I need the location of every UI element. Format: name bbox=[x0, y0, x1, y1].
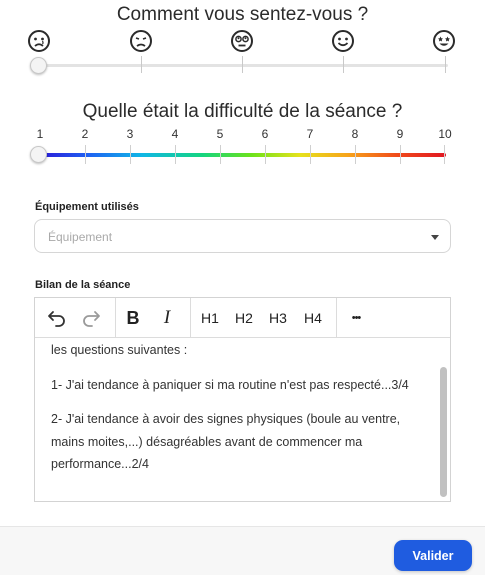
editor-toolbar bbox=[35, 298, 450, 338]
difficulty-tick bbox=[130, 145, 131, 164]
difficulty-scale-label: 1 bbox=[36, 127, 44, 141]
difficulty-tick bbox=[265, 145, 266, 164]
heading-4-button[interactable]: H4 bbox=[304, 310, 322, 326]
difficulty-scale-label: 3 bbox=[126, 127, 134, 141]
equipment-placeholder: Équipement bbox=[48, 230, 113, 244]
submit-button[interactable]: Valider bbox=[394, 540, 472, 571]
smiling-face-icon[interactable] bbox=[331, 29, 355, 53]
mood-tick bbox=[343, 56, 344, 73]
toolbar-divider bbox=[336, 298, 337, 338]
editor-scrollbar[interactable] bbox=[440, 341, 448, 499]
equipment-select[interactable] bbox=[34, 219, 451, 253]
italic-button[interactable]: I bbox=[163, 307, 171, 328]
undo-icon[interactable] bbox=[43, 303, 71, 333]
difficulty-tick bbox=[175, 145, 176, 164]
difficulty-tick bbox=[85, 145, 86, 164]
editor-content[interactable] bbox=[35, 339, 435, 501]
review-paragraph: 1- J'ai tendance à paniquer si ma routine n'est pas respecté...3/4 bbox=[51, 377, 409, 392]
difficulty-scale-label: 4 bbox=[171, 127, 179, 141]
equipment-label: Équipement utilisés bbox=[35, 201, 139, 213]
difficulty-scale-label: 9 bbox=[396, 127, 404, 141]
difficulty-scale-labels bbox=[0, 127, 485, 143]
difficulty-scale-label: 8 bbox=[351, 127, 359, 141]
difficulty-tick bbox=[444, 145, 445, 164]
toolbar-divider bbox=[115, 298, 116, 338]
difficulty-slider-track[interactable] bbox=[40, 153, 446, 157]
mood-faces bbox=[0, 29, 485, 55]
heading-3-button[interactable]: H3 bbox=[269, 310, 287, 326]
review-label: Bilan de la séance bbox=[35, 279, 131, 291]
crying-face-icon[interactable] bbox=[27, 29, 51, 53]
difficulty-title: Quelle était la difficulté de la séance ? bbox=[82, 101, 403, 122]
review-editor[interactable] bbox=[34, 297, 451, 502]
sad-face-icon[interactable] bbox=[129, 29, 153, 53]
neutral-face-icon[interactable] bbox=[230, 29, 254, 53]
heading-2-button[interactable]: H2 bbox=[235, 310, 253, 326]
difficulty-scale-label: 7 bbox=[306, 127, 314, 141]
difficulty-scale-label: 5 bbox=[216, 127, 224, 141]
difficulty-slider-thumb[interactable] bbox=[30, 146, 47, 163]
difficulty-tick bbox=[355, 145, 356, 164]
mood-tick bbox=[242, 56, 243, 73]
chevron-down-icon[interactable] bbox=[431, 235, 439, 240]
mood-slider-thumb[interactable] bbox=[30, 57, 47, 74]
heading-1-button[interactable]: H1 bbox=[201, 310, 219, 326]
difficulty-scale-label: 10 bbox=[438, 127, 452, 141]
redo-icon[interactable] bbox=[77, 303, 105, 333]
editor-scrollbar-thumb[interactable] bbox=[440, 367, 447, 497]
more-options-button[interactable]: ••• bbox=[351, 312, 361, 324]
bold-button[interactable]: B bbox=[126, 307, 140, 328]
difficulty-tick bbox=[400, 145, 401, 164]
mood-tick bbox=[445, 56, 446, 73]
mood-slider[interactable] bbox=[38, 56, 448, 76]
difficulty-scale-label: 2 bbox=[81, 127, 89, 141]
review-paragraph: les questions suivantes : bbox=[51, 343, 188, 357]
difficulty-scale-label: 6 bbox=[261, 127, 269, 141]
toolbar-divider bbox=[190, 298, 191, 338]
review-paragraph: 2- J'ai tendance à avoir des signes physiques (boule au ventre, mains moites,...) désagréables avant de commencer ma performance...2/4 bbox=[51, 412, 401, 471]
mood-slider-track[interactable] bbox=[40, 64, 448, 67]
star-struck-face-icon[interactable] bbox=[432, 29, 456, 53]
mood-title: Comment vous sentez-vous ? bbox=[116, 4, 369, 25]
difficulty-tick bbox=[310, 145, 311, 164]
mood-tick bbox=[141, 56, 142, 73]
difficulty-slider[interactable] bbox=[38, 144, 448, 166]
difficulty-tick bbox=[220, 145, 221, 164]
